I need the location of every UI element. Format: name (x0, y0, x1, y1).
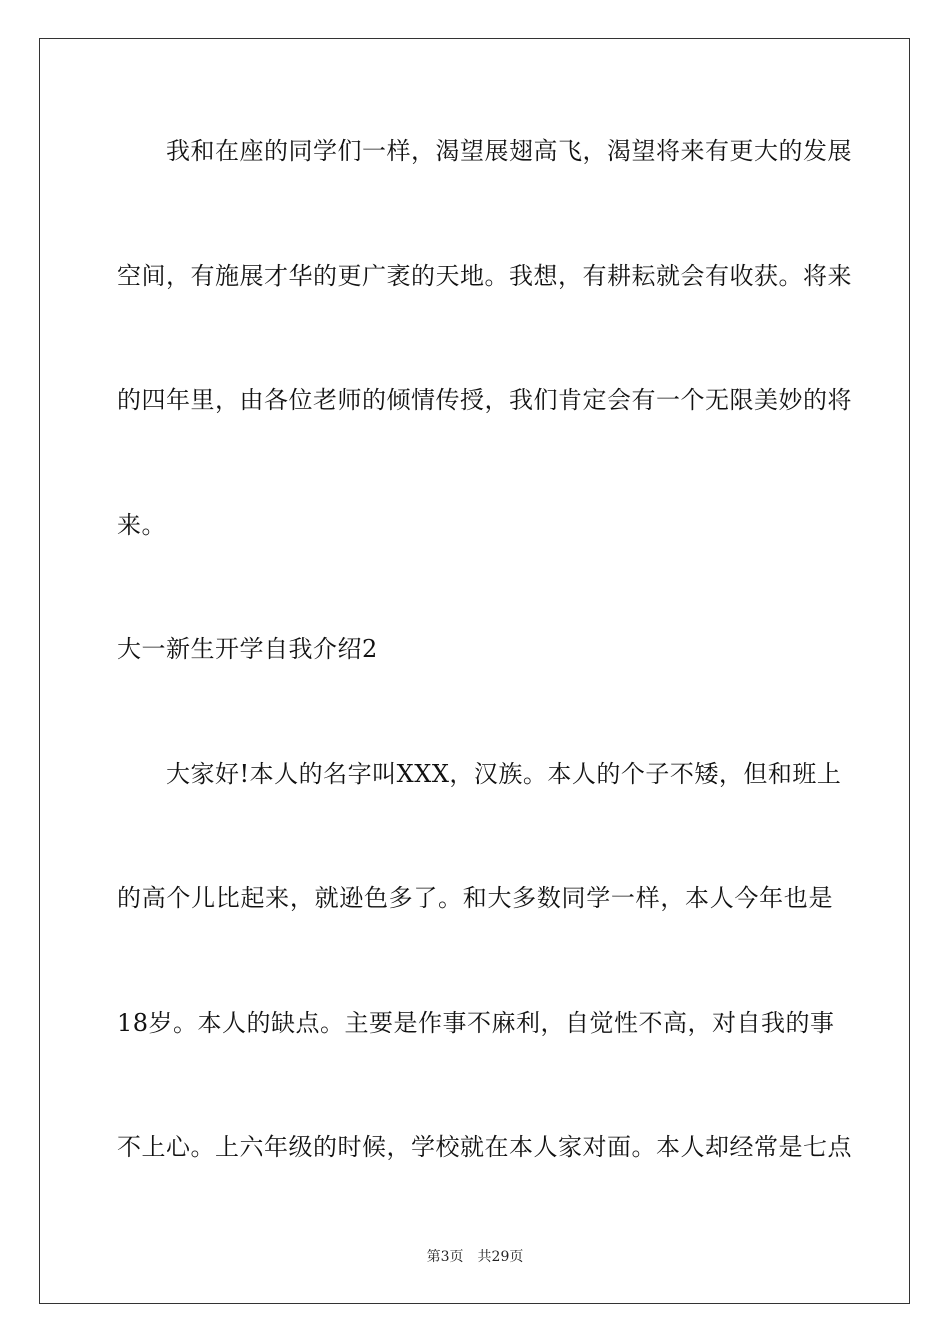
paragraph-line: 来。 (117, 511, 166, 539)
paragraph-line: 空间，有施展才华的更广袤的天地。我想，有耕耘就会有收获。将来 (117, 262, 852, 290)
paragraph-line: 我和在座的同学们一样，渴望展翅高飞，渴望将来有更大的发展 (117, 137, 852, 165)
paragraph-line: 大家好!本人的名字叫XXX，汉族。本人的个子不矮，但和班上 (117, 760, 842, 788)
page-number-footer: 第3页 共29页 (426, 1249, 524, 1265)
page-border (39, 38, 910, 1304)
section-heading: 大一新生开学自我介绍2 (117, 635, 378, 663)
paragraph-line: 的高个儿比起来，就逊色多了。和大多数同学一样，本人今年也是 (117, 884, 833, 912)
paragraph-line: 18岁。本人的缺点。主要是作事不麻利，自觉性不高，对自我的事 (117, 1009, 835, 1037)
paragraph-line: 不上心。上六年级的时候，学校就在本人家对面。本人却经常是七点 (117, 1133, 852, 1161)
paragraph-line: 的四年里，由各位老师的倾情传授，我们肯定会有一个无限美妙的将 (117, 386, 852, 414)
